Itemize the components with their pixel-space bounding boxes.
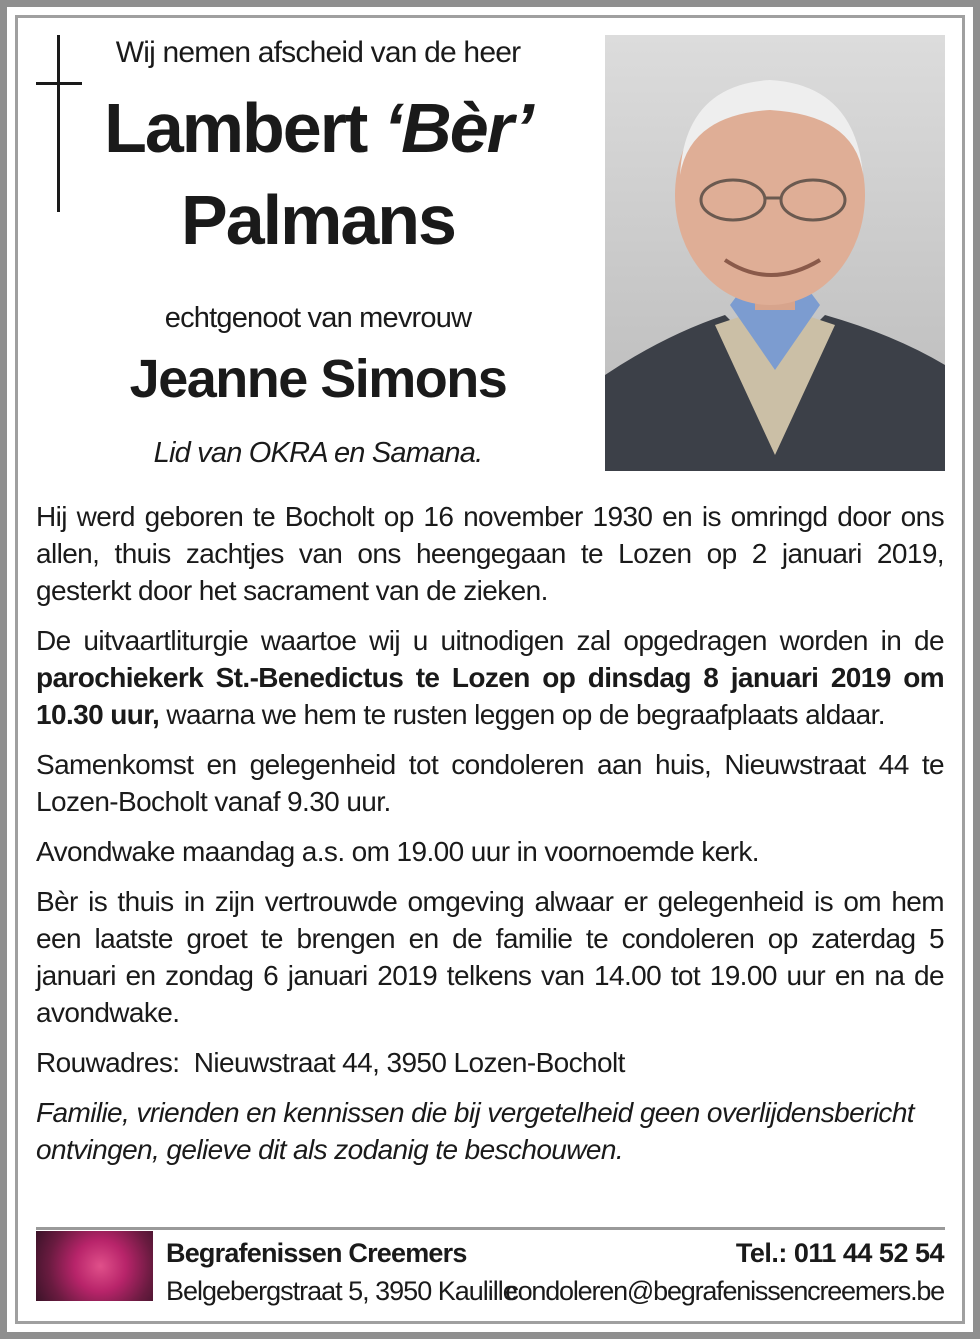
first-name: Lambert — [104, 89, 384, 167]
closing-note: Familie, vrienden en kennissen die bij vergetelheid geen overlijdensbericht ontvingen, gelieve dit als zodanig te beschouwen. — [36, 1097, 914, 1165]
cross-horizontal — [36, 82, 82, 85]
gathering-paragraph: Samenkomst en gelegenheid tot condoleren aan huis, Nieuwstraat 44 te Lozen-Bocholt vanaf 9.30 uur. — [36, 749, 944, 817]
funeral-home-email[interactable]: condoleren@begrafenissencreemers.be — [505, 1276, 944, 1306]
portrait-photo — [605, 35, 945, 471]
wake-paragraph: Avondwake maandag a.s. om 19.00 uur in voornoemde kerk. — [36, 836, 759, 867]
funeral-home-phone: Tel.: 011 44 52 54 — [735, 1238, 944, 1268]
funeral-home-address: Belgebergstraat 5, 3950 Kaulille — [166, 1276, 517, 1306]
birth-paragraph: Hij werd geboren te Bocholt op 16 november 1930 en is omringd door ons allen, thuis zachtjes van ons heengegaan te Lozen op 2 januari 2019, gesterkt door het sacrament van de zieken. — [36, 501, 944, 606]
membership: Lid van OKRA en Samana. — [153, 437, 483, 469]
deceased-first-name — [36, 88, 600, 168]
nickname: ‘Bèr’ — [383, 89, 532, 167]
intro-text: Wij nemen afscheid van de heer — [115, 36, 521, 69]
obituary-body — [36, 498, 944, 1181]
spouse-name: Jeanne Simons — [129, 349, 507, 409]
funeral-paragraph — [36, 622, 944, 733]
portrait-illustration — [605, 35, 945, 471]
deceased-last-name: Palmans — [181, 181, 455, 259]
spouse-label: echtgenoot van mevrouw — [164, 302, 472, 334]
funeral-details: parochiekerk St.-Benedictus te Lozen op dinsdag 8 januari 2019 om 10.30 uur, — [36, 662, 944, 730]
funeral-text-start: De uitvaartliturgie waartoe wij u uitnodigen zal opgedragen worden in de — [36, 625, 944, 656]
rose-image — [36, 1231, 153, 1301]
mourning-address: Rouwadres: Nieuwstraat 44, 3950 Lozen-Bocholt — [36, 1047, 625, 1078]
visitation-paragraph: Bèr is thuis in zijn vertrouwde omgeving alwaar er gelegenheid is om hem een laatste groet te brengen en de familie te condoleren op zaterdag 5 januari en zondag 6 januari 2019 telkens van 14.00 tot 19.00 uur en na de avondwake. — [36, 886, 944, 1028]
funeral-text-end: waarna we hem te rusten leggen op de begraafplaats aldaar. — [159, 699, 885, 730]
funeral-home-name: Begrafenissen Creemers — [166, 1238, 467, 1268]
footer-divider — [36, 1227, 945, 1230]
